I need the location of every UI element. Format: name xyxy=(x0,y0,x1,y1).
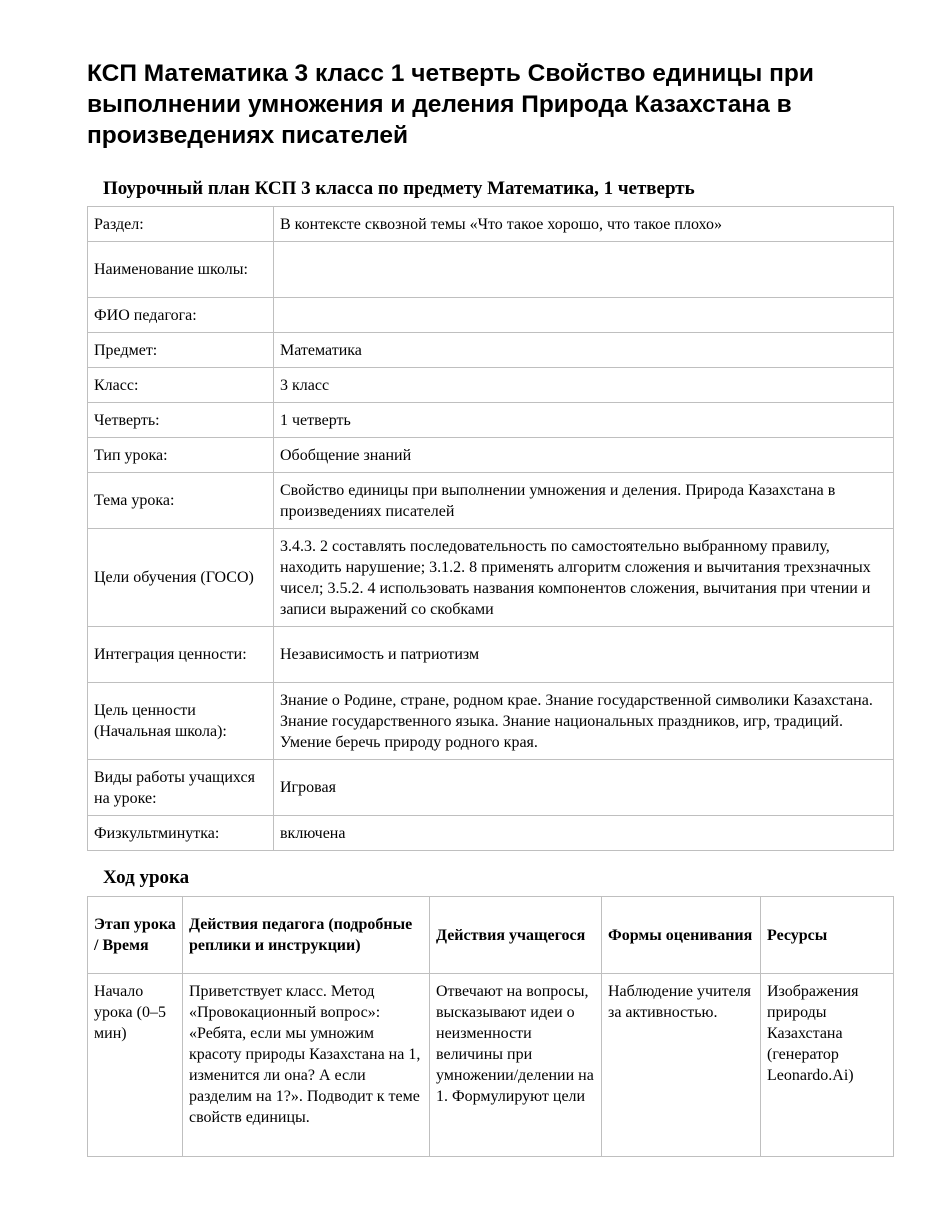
table-row xyxy=(88,242,894,298)
table-row xyxy=(88,473,894,529)
info-key: Тип урока: xyxy=(88,438,274,473)
info-key: Наименование школы: xyxy=(88,242,274,298)
table-row xyxy=(88,438,894,473)
info-value: Знание о Родине, стране, родном крае. Знание государственной символики Казахстана. Знание государственного языка. Знание национальных праздников, игр, традиций. Умение беречь природу родного края. xyxy=(274,683,894,760)
info-value xyxy=(274,242,894,298)
document-title: КСП Математика 3 класс 1 четверть Свойство единицы при выполнении умножения и деления Природа Казахстана в произведениях писателей xyxy=(87,60,814,149)
info-key: Цели обучения (ГОСО) xyxy=(88,529,274,627)
info-key: Цель ценности (Начальная школа): xyxy=(88,683,274,760)
table-row xyxy=(88,368,894,403)
table-cell: Приветствует класс. Метод «Провокационный вопрос»: «Ребята, если мы умножим красоту природы Казахстана на 1, изменится ли она? А если разделим на 1?». Подводит к теме свойств единицы. xyxy=(183,974,430,1157)
column-header: Этап урока / Время xyxy=(88,897,183,974)
info-value xyxy=(274,298,894,333)
info-value: Свойство единицы при выполнении умножения и деления. Природа Казахстана в произведениях писателей xyxy=(274,473,894,529)
table-cell: Наблюдение учителя за активностью. xyxy=(602,974,761,1157)
info-value: В контексте сквозной темы «Что такое хорошо, что такое плохо» xyxy=(274,207,894,242)
table-cell: Отвечают на вопросы, высказывают идеи о неизменности величины при умножении/делении на 1. Формулируют цели xyxy=(430,974,602,1157)
plan-heading: Поурочный план КСП 3 класса по предмету Математика, 1 четверть xyxy=(103,178,695,199)
info-key: ФИО педагога: xyxy=(88,298,274,333)
column-header: Действия педагога (подробные реплики и инструкции) xyxy=(183,897,430,974)
info-key: Виды работы учащихся на уроке: xyxy=(88,760,274,816)
info-value: 3.4.3. 2 составлять последовательность по самостоятельно выбранному правилу, находить нарушение; 3.1.2. 8 применять алгоритм сложения и вычитания трехзначных чисел; 3.5.2. 4 использовать названия компонентов сложения, вычитания при чтении и записи выражений со скобками xyxy=(274,529,894,627)
info-key: Четверть: xyxy=(88,403,274,438)
info-key: Раздел: xyxy=(88,207,274,242)
table-cell: Начало урока (0–5 мин) xyxy=(88,974,183,1157)
lesson-info-table xyxy=(87,206,894,851)
info-key: Класс: xyxy=(88,368,274,403)
table-row xyxy=(88,627,894,683)
table-row xyxy=(88,298,894,333)
info-value: 1 четверть xyxy=(274,403,894,438)
table-header-row xyxy=(88,897,894,974)
info-value: Игровая xyxy=(274,760,894,816)
table-cell: Изображения природы Казахстана (генератор Leonardo.Ai) xyxy=(761,974,894,1157)
info-value: включена xyxy=(274,816,894,851)
table-row xyxy=(88,403,894,438)
table-row xyxy=(88,333,894,368)
table-row xyxy=(88,207,894,242)
info-value: Независимость и патриотизм xyxy=(274,627,894,683)
table-row xyxy=(88,760,894,816)
column-header: Действия учащегося xyxy=(430,897,602,974)
table-row xyxy=(88,683,894,760)
info-value: Математика xyxy=(274,333,894,368)
info-value: 3 класс xyxy=(274,368,894,403)
column-header: Формы оценивания xyxy=(602,897,761,974)
info-key: Предмет: xyxy=(88,333,274,368)
table-row xyxy=(88,974,894,1157)
table-row xyxy=(88,529,894,627)
info-key: Физкультминутка: xyxy=(88,816,274,851)
info-key: Тема урока: xyxy=(88,473,274,529)
column-header: Ресурсы xyxy=(761,897,894,974)
table-row xyxy=(88,816,894,851)
info-key: Интеграция ценности: xyxy=(88,627,274,683)
info-value: Обобщение знаний xyxy=(274,438,894,473)
document-page xyxy=(87,0,893,1157)
lesson-heading: Ход урока xyxy=(103,867,190,888)
lesson-flow-table xyxy=(87,896,894,1157)
